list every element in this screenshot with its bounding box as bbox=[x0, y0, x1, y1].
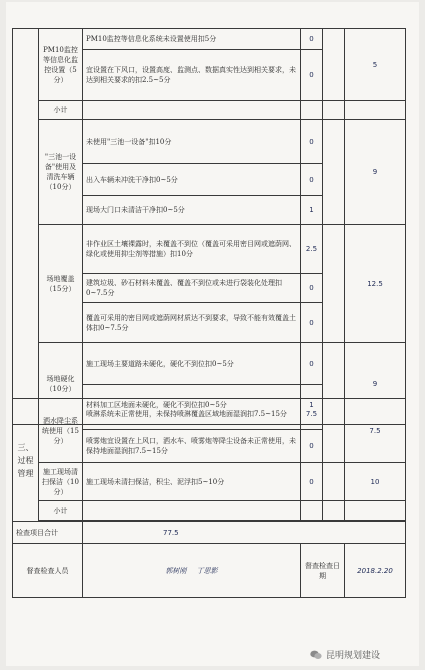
criterion: 出入车辆未冲洗干净扣0~5分 bbox=[83, 164, 301, 196]
item-score: 7.5 bbox=[345, 399, 406, 463]
item-spray: 洒水降尘系统使用（15分） bbox=[39, 399, 83, 463]
subtotal-label: 小计 bbox=[39, 101, 83, 120]
criterion: 宜设置在下风口，设置高度、监测点、数据真实性达到相关要求，未达到相关要求的扣2.5~5分 bbox=[83, 50, 301, 101]
date-label: 督查检查日期 bbox=[301, 544, 345, 598]
inspector-signature: 丁思影 bbox=[196, 566, 218, 575]
wechat-icon bbox=[310, 650, 322, 660]
section-title: 三、过程管理 bbox=[17, 442, 34, 478]
criterion: 非作业区土壤裸露时，未覆盖不到位（覆盖可采用密目网或遮荫网、绿化或使用抑尘剂等措施）扣10分 bbox=[83, 225, 301, 274]
table-row bbox=[13, 101, 406, 120]
blank-cell bbox=[323, 225, 345, 343]
criterion: 喷淋系统未正常使用，未保持喷淋覆盖区域地面湿润扣7.5~15分 bbox=[83, 399, 301, 430]
deduction-score: 0 bbox=[301, 463, 323, 501]
criterion: PM10监控等信息化系统未设置使用扣5分 bbox=[83, 29, 301, 50]
blank-cell bbox=[323, 101, 345, 120]
inspection-table bbox=[12, 28, 406, 425]
criterion: 覆盖可采用的密目网或遮荫网材质达不到要求，导致不能有效覆盖土体扣0~7.5分 bbox=[83, 303, 301, 343]
section-blank-top bbox=[13, 29, 39, 425]
inspectors-label: 督查检查人员 bbox=[13, 544, 83, 598]
blank-cell bbox=[301, 501, 323, 521]
item-score: 9 bbox=[345, 343, 406, 425]
total-value: 77.5 bbox=[83, 522, 406, 544]
inspector-signatures bbox=[83, 544, 301, 598]
table-row bbox=[13, 501, 406, 521]
criterion: 施工现场主要道路未硬化，硬化不到位扣0~5分 bbox=[83, 343, 301, 385]
blank-cell bbox=[323, 501, 345, 521]
criterion: 建筑垃圾、砂石材料未覆盖、覆盖不到位或未进行袋装化处理扣0~7.5分 bbox=[83, 274, 301, 303]
deduction-score: 0 bbox=[301, 430, 323, 463]
deduction-score: 0 bbox=[301, 29, 323, 50]
deduction-score: 0 bbox=[301, 274, 323, 303]
table-row bbox=[13, 225, 406, 274]
table-row bbox=[13, 399, 406, 430]
item-clean: 施工现场清扫保洁（10分） bbox=[39, 463, 83, 501]
criterion: 施工现场未清扫保洁，积尘、泥浮扣5~10分 bbox=[83, 463, 301, 501]
blank-cell bbox=[323, 120, 345, 225]
inspection-date: 2018.2.20 bbox=[345, 544, 406, 598]
table-row bbox=[13, 120, 406, 164]
total-row bbox=[13, 522, 406, 544]
deduction-score: 1 bbox=[301, 196, 323, 225]
item-harden: 场地硬化（10分） bbox=[39, 343, 83, 425]
deduction-score: 0 bbox=[301, 303, 323, 343]
criterion: 现场大门口未清洁干净扣0~5分 bbox=[83, 196, 301, 225]
blank-cell bbox=[323, 399, 345, 463]
watermark-footer bbox=[310, 648, 380, 661]
blank-cell bbox=[83, 101, 301, 120]
item-score: 5 bbox=[345, 29, 406, 101]
section-label bbox=[13, 399, 39, 522]
table-row bbox=[13, 463, 406, 501]
item-cover: 场地覆盖（15分） bbox=[39, 225, 83, 343]
item-score: 10 bbox=[345, 463, 406, 501]
deduction-score: 7.5 bbox=[301, 399, 323, 430]
table-row bbox=[13, 29, 406, 50]
deduction-score: 2.5 bbox=[301, 225, 323, 274]
signature-row bbox=[13, 544, 406, 598]
item-pm10: PM10监控等信息化监控设置（5分） bbox=[39, 29, 83, 101]
criterion: 材料加工区地面未硬化，硬化不到位扣0~5分 bbox=[83, 385, 301, 425]
blank-cell bbox=[345, 501, 406, 521]
total-label: 检查项目合计 bbox=[13, 522, 83, 544]
criterion: 未使用"三池一设备"扣10分 bbox=[83, 120, 301, 164]
inspector-signature: 郭树刚 bbox=[165, 566, 187, 575]
deduction-score: 0 bbox=[301, 164, 323, 196]
item-score: 9 bbox=[345, 120, 406, 225]
blank-cell bbox=[323, 463, 345, 501]
deduction-score: 1 bbox=[301, 385, 323, 425]
inspection-table-lower bbox=[12, 398, 406, 598]
subtotal-label: 小计 bbox=[39, 501, 83, 521]
item-sanchi: "三池一设备"使用及清洗车辆（10分） bbox=[39, 120, 83, 225]
criterion: 喷雾炮宜设置在上风口，洒水车、喷雾炮等降尘设备未正常使用，未保持地面湿润扣7.5~15分 bbox=[83, 430, 301, 463]
account-name: 昆明规划建设 bbox=[326, 651, 381, 661]
table-row bbox=[13, 343, 406, 385]
blank-cell bbox=[345, 101, 406, 120]
deduction-score: 0 bbox=[301, 120, 323, 164]
deduction-score: 0 bbox=[301, 50, 323, 101]
blank-cell bbox=[301, 101, 323, 120]
deduction-score: 0 bbox=[301, 343, 323, 385]
item-score: 12.5 bbox=[345, 225, 406, 343]
blank-cell bbox=[83, 501, 301, 521]
blank-cell bbox=[323, 29, 345, 101]
